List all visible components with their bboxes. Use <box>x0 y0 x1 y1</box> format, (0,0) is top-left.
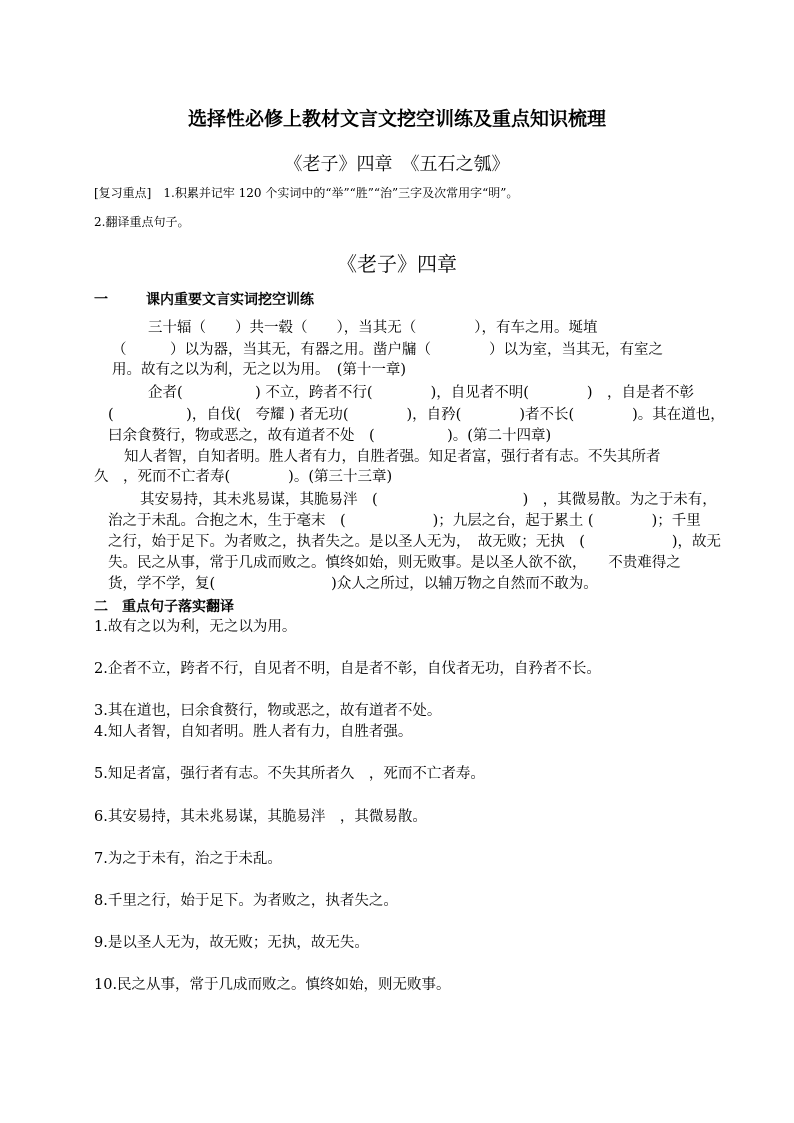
chapter-title: 《老子》四章 <box>337 252 457 276</box>
passage-line: 三十辐（ ）共一毂（ ），当其无（ ），有车之用。埏埴 <box>148 320 598 336</box>
review-line-2: 2.翻译重点句子。 <box>94 215 190 229</box>
section2-heading: 二 重点句子落实翻译 <box>94 599 234 615</box>
sub-title: 《老子》四章 《五石之瓠》 <box>284 154 510 175</box>
translation-item: 7.为之于未有，治之于未乱。 <box>94 851 282 867</box>
translation-item: 5.知足者富，强行者有志。不失其所者久 ，死而不亡者寿。 <box>94 766 485 782</box>
passage-line: 其安易持，其未兆易谋，其脆易泮 ( ) ，其微易散。为之于未有， <box>140 492 717 508</box>
passage-line: 治之于未乱。合抱之木，生于毫末 ( )；九层之台，起于累土 ( )；千里 <box>108 513 701 529</box>
translation-item: 8.千里之行，始于足下。为者败之，执者失之。 <box>94 893 398 909</box>
passage-line: 久 ，死而不亡者寿( )。(第三十三章) <box>94 469 393 485</box>
translation-item: 1.故有之以为利，无之以为用。 <box>94 619 297 635</box>
passage-line: 曰余食赘行，物或恶之，故有道者不处 ( )。(第二十四章) <box>108 428 552 444</box>
passage-line: 之行，始于足下。为者败之，执者失之。是以圣人无为， 故无败；无执 ( )，故无 <box>108 534 722 550</box>
passage-line: 企者( ) 不立，跨者不行( )，自见者不明( ) ，自是者不彰 <box>148 385 695 401</box>
passage-line: （ ）以为器，当其无，有器之用。凿户牖（ ）以为室，当其无，有室之 <box>112 342 663 358</box>
passage-line: 知人者智，自知者明。胜人者有力，自胜者强。知足者富，强行者有志。不失其所者 <box>124 449 661 465</box>
translation-item: 10.民之从事，常于几成而败之。慎终如始，则无败事。 <box>94 977 451 993</box>
translation-item: 9.是以圣人无为，故无败；无执，故无失。 <box>94 935 369 951</box>
section1-number: 一 <box>94 292 108 308</box>
translation-item: 2.企者不立，跨者不行，自见者不明，自是者不彰，自伐者无功，自矜者不长。 <box>94 661 601 677</box>
section1-heading: 课内重要文言实词挖空训练 <box>146 292 314 308</box>
translation-item: 4.知人者智，自知者明。胜人者有力，自胜者强。 <box>94 724 413 740</box>
passage-line: 货，学不学，复( )众人之所过，以辅万物之自然而不敢为。 <box>108 576 598 592</box>
translation-item: 3.其在道也，曰余食赘行，物或恶之，故有道者不处。 <box>94 703 442 719</box>
passage-line: 失。民之从事，常于几成而败之。慎终如始，则无败事。是以圣人欲不欲， 不贵难得之 <box>108 555 681 571</box>
passage-line: 用。故有之以为利，无之以为用。 (第十一章) <box>112 362 407 378</box>
review-line-1: [复习重点] 1.积累并记牢 120 个实词中的“举”“胜”“治”三字及次常用字“明”。 <box>94 186 519 200</box>
translation-item: 6.其安易持，其未兆易谋，其脆易泮 ，其微易散。 <box>94 809 427 825</box>
passage-line: ( )，自伐( 夸耀 ) 者无功( )，自矜( )者不长( )。其在道也， <box>108 407 725 423</box>
main-title: 选择性必修上教材文言文挖空训练及重点知识梳理 <box>187 108 606 130</box>
